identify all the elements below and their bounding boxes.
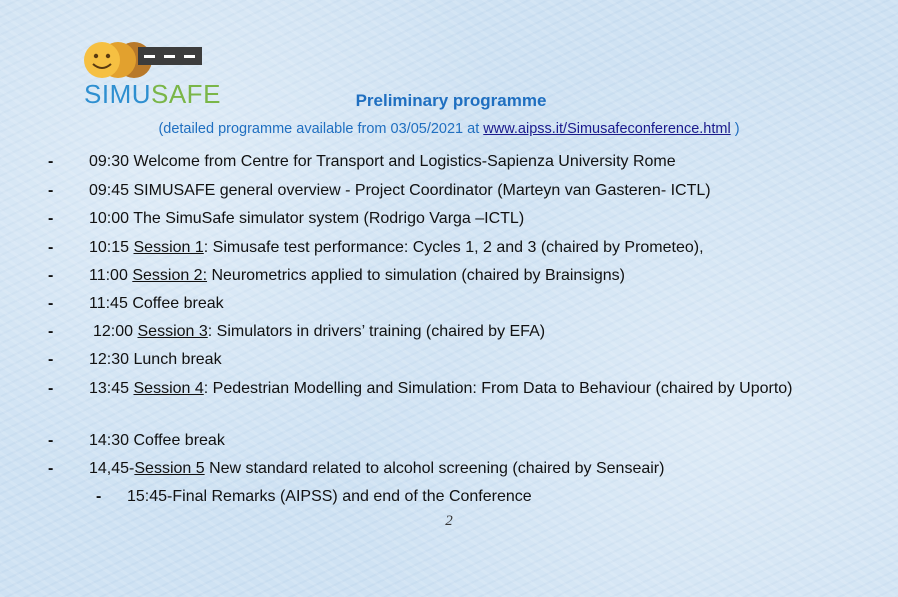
item-time: 12:00 xyxy=(93,323,134,340)
item-time: 09:30 xyxy=(89,153,130,170)
item-text: : Simulators in drivers’ training (chaired by EFA) xyxy=(207,323,546,340)
logo-safe: SAFE xyxy=(151,79,221,109)
item-time: 11:45 xyxy=(89,295,128,312)
item-text: Coffee break xyxy=(133,432,225,449)
subtitle-suffix: ) xyxy=(734,121,740,137)
page-number: 2 xyxy=(445,513,453,529)
page-title: Preliminary programme xyxy=(355,91,547,110)
subtitle xyxy=(0,121,898,137)
item-text: Neurometrics applied to simulation (chaired by Brainsigns) xyxy=(207,267,625,284)
item-text: Coffee break xyxy=(132,295,224,312)
programme-link[interactable]: www.aipss.it/Simusafeconference.html xyxy=(483,121,731,137)
item-text: : Simusafe test performance: Cycles 1, 2 and 3 (chaired by Prometeo), xyxy=(203,239,704,256)
item-time: 14,45- xyxy=(89,460,135,477)
item-text: : Pedestrian Modelling and Simulation: From Data to Behaviour (chaired by Uporto) xyxy=(203,380,793,397)
item-session: Session 1 xyxy=(133,239,204,256)
item-time: 10:00 xyxy=(89,210,130,227)
item-session: Session 5 xyxy=(134,460,205,477)
logo-simu: SIMU xyxy=(84,79,151,109)
item-text: Final Remarks (AIPSS) and end of the Conference xyxy=(172,488,532,505)
item-session: Session 2: xyxy=(132,267,208,284)
item-text: SIMUSAFE general overview - Project Coordinator (Marteyn van Gasteren- ICTL) xyxy=(133,182,711,199)
item-text: Lunch break xyxy=(133,351,222,368)
subtitle-prefix: (detailed programme available from 03/05/2021 at xyxy=(158,121,480,137)
item-time: 13:45 xyxy=(89,380,130,397)
item-session: Session 3 xyxy=(137,323,208,340)
item-session: Session 4 xyxy=(133,380,204,397)
item-time: 10:15 xyxy=(89,239,130,256)
item-time: 12:30 xyxy=(89,351,130,368)
item-time: 11:00 xyxy=(89,267,128,284)
item-time: 14:30 xyxy=(89,432,130,449)
item-text: New standard related to alcohol screening (chaired by Senseair) xyxy=(204,460,665,477)
road-icon xyxy=(138,47,202,65)
item-time: 09:45 xyxy=(89,182,130,199)
item-time: 15:45- xyxy=(127,488,173,505)
item-text: Welcome from Centre for Transport and Logistics-Sapienza University Rome xyxy=(133,153,676,170)
item-text: The SimuSafe simulator system (Rodrigo Varga –ICTL) xyxy=(133,210,525,227)
